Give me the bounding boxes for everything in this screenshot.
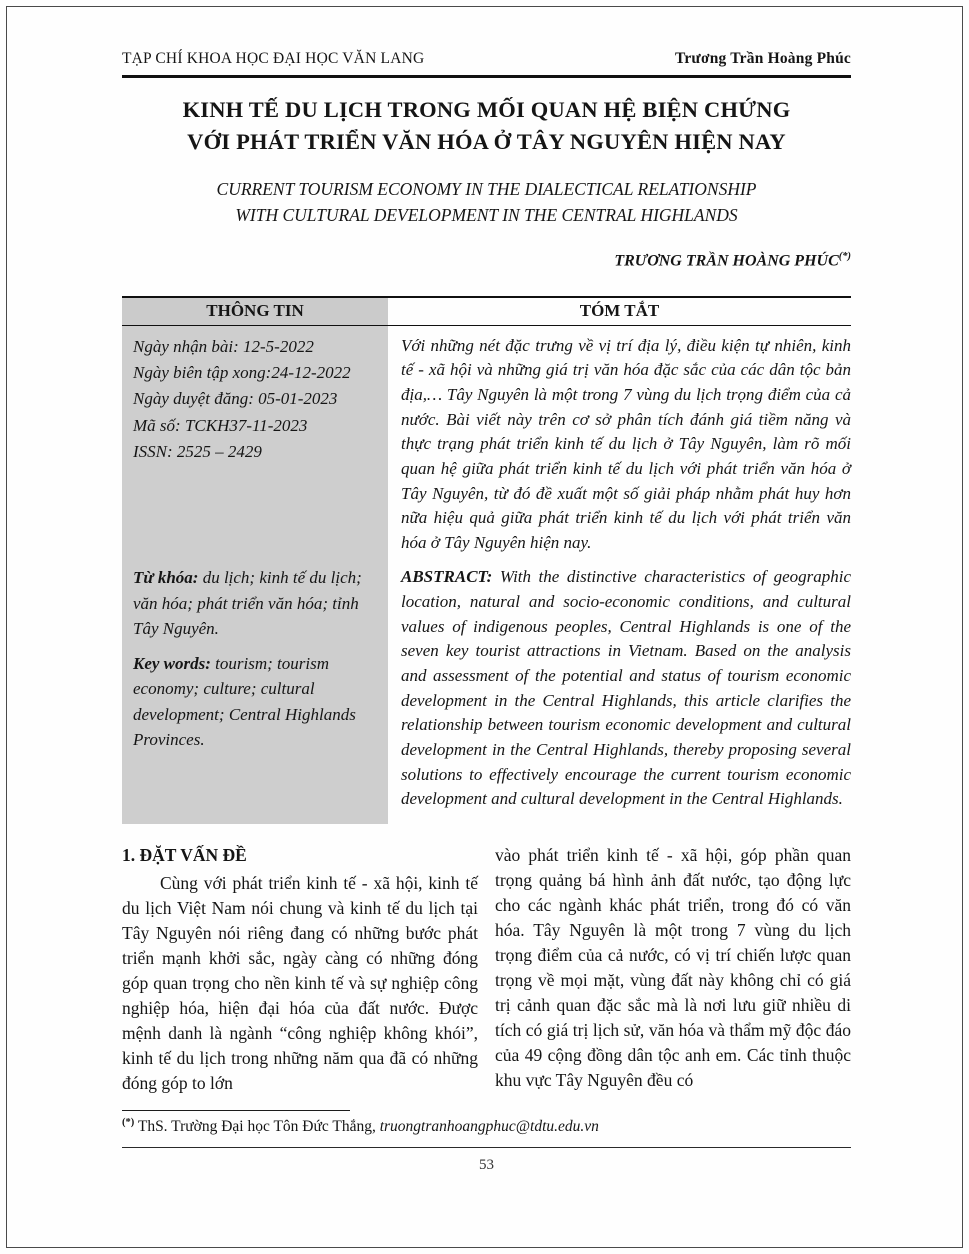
running-author: Trương Trần Hoàng Phúc — [674, 50, 851, 67]
keywords-en-text: tourism; tourism economy; culture; cultural development; Central Highlands Provinces. — [133, 653, 356, 750]
manuscript-code: Mã số: TCKH37-11-2023 — [133, 415, 308, 435]
article-title-vietnamese — [122, 94, 851, 158]
author-footnote-mark: (*) — [838, 251, 851, 263]
footnote-email: truongtranhoangphuc@tdtu.edu.vn — [379, 1118, 599, 1136]
body-column-left — [122, 843, 478, 1096]
header-rule — [122, 75, 851, 78]
author-name: TRƯƠNG TRẦN HOÀNG PHÚC — [614, 252, 839, 270]
body-paragraph-right: vào phát triển kinh tế - xã hội, góp phần quan trọng quảng bá hình ảnh đất nước, tạo động lực cho các ngành khác phát triển, trong đó có văn hóa. Tây Nguyên là một trong 7 vùng du lịch trọng điểm của cả nước, có vị trí chiến lược quan trọng về mọi mặt, vùng đất này không chỉ có giá trị cảnh quan đặc sắc mà là nơi lưu giữ nhiều di tích có giá trị lịch sử, văn hóa và thẩm mỹ độc đáo của 49 cộng đồng dân tộc anh em. Các tỉnh thuộc khu vực Tây Nguyên đều có — [495, 844, 851, 1091]
article-title-english — [122, 176, 851, 229]
subtitle-line-1: CURRENT TOURISM ECONOMY IN THE DIALECTICAL RELATIONSHIP — [216, 178, 757, 199]
keywords-vietnamese — [133, 565, 378, 642]
abstract-column — [388, 326, 851, 824]
footnote-mark: (*) — [122, 1117, 135, 1129]
table-header-row — [122, 298, 851, 326]
keywords-vi-label: Từ khóa: — [133, 568, 199, 588]
footnote — [122, 1117, 851, 1136]
abstract-english — [401, 565, 851, 811]
title-line-2: VỚI PHÁT TRIỂN VĂN HÓA Ở TÂY NGUYÊN HIỆN NAY — [187, 128, 786, 154]
page-number: 53 — [479, 1157, 494, 1174]
accepted-date: Ngày duyệt đăng: 05-01-2023 — [133, 389, 338, 409]
body-paragraph-left: Cùng với phát triển kinh tế - xã hội, kinh tế du lịch Việt Nam nói chung và kinh tế du lịch tại Tây Nguyên nói riêng đang có những bước phát triển mạnh khởi sắc, ngày càng có những đóng góp quan trọng cho nền kinh tế và sự nghiệp công nghiệp hóa, hiện đại hóa của đất nước. Được mệnh danh là ngành “công nghiệp không khói”, kinh tế du lịch trong những năm qua đã có những đóng góp to lớn — [122, 872, 478, 1094]
title-line-1: KINH TẾ DU LỊCH TRONG MỐI QUAN HỆ BIỆN CHỨNG — [182, 97, 791, 122]
abstract-column-header: TÓM TẮT — [579, 300, 660, 320]
abstract-vietnamese: Với những nét đặc trưng về vị trí địa lý, điều kiện tự nhiên, kinh tế - xã hội và những giá trị văn hóa đặc sắc của các dân tộc bản địa,… Tây Nguyên là một trong 7 vùng du lịch trọng điểm của cả nước. Bài viết này trên cơ sở phân tích đánh giá tiềm năng và thực trạng phát triển kinh tế du lịch ở Tây Nguyên, làm rõ mối quan hệ giữa phát triển kinh tế du lịch với phát triển văn hóa ở Tây Nguyên, từ đó đề xuất một số giải pháp nhằm phát huy hơn nữa hiệu quả giữa phát triển kinh tế du lịch với phát triển văn hóa ở Tây Nguyên hiện nay. — [401, 335, 851, 552]
body-columns — [122, 843, 851, 1096]
section-heading: 1. ĐẶT VẤN ĐỀ — [122, 844, 247, 865]
info-column — [122, 326, 388, 824]
abstract-en-label: ABSTRACT: — [401, 567, 493, 587]
footer-rule — [122, 1147, 851, 1148]
running-header — [122, 50, 851, 68]
journal-name: TẠP CHÍ KHOA HỌC ĐẠI HỌC VĂN LANG — [122, 50, 425, 67]
abstract-en-text: With the distinctive characteristics of geographic location, natural and socio-economic conditions, and cultural values of indigenous peoples, Central Highlands is one of the seven key tourist attractions in Vietnam. Based on the analysis and assessment of the potential and status of tourism economic development in the Central Highlands, this article clarifies the relationship between tourism economic development and cultural development in the Central Highlands, thereby proposing several solutions to effectively encourage the current tourism economic development and cultural development in the Central Highlands. — [401, 567, 851, 809]
keywords-vi-text: du lịch; kinh tế du lịch; văn hóa; phát triển văn hóa; tỉnh Tây Nguyên. — [133, 568, 362, 639]
keywords-english — [133, 651, 378, 753]
body-column-right — [495, 843, 851, 1096]
author-byline — [122, 251, 851, 270]
footnote-block — [122, 1110, 851, 1136]
subtitle-line-2: WITH CULTURAL DEVELOPMENT IN THE CENTRAL HIGHLANDS — [235, 205, 738, 226]
edited-date: Ngày biên tập xong:24-12-2022 — [133, 363, 351, 383]
footnote-separator — [122, 1110, 350, 1111]
keywords-en-label: Key words: — [133, 653, 211, 673]
info-abstract-table — [122, 296, 851, 824]
table-body-row — [122, 326, 851, 824]
issn-number: ISSN: 2525 – 2429 — [133, 442, 262, 462]
received-date: Ngày nhận bài: 12-5-2022 — [133, 336, 314, 356]
info-column-header: THÔNG TIN — [122, 298, 388, 325]
footnote-text: ThS. Trường Đại học Tôn Đức Thắng, — [134, 1118, 380, 1136]
